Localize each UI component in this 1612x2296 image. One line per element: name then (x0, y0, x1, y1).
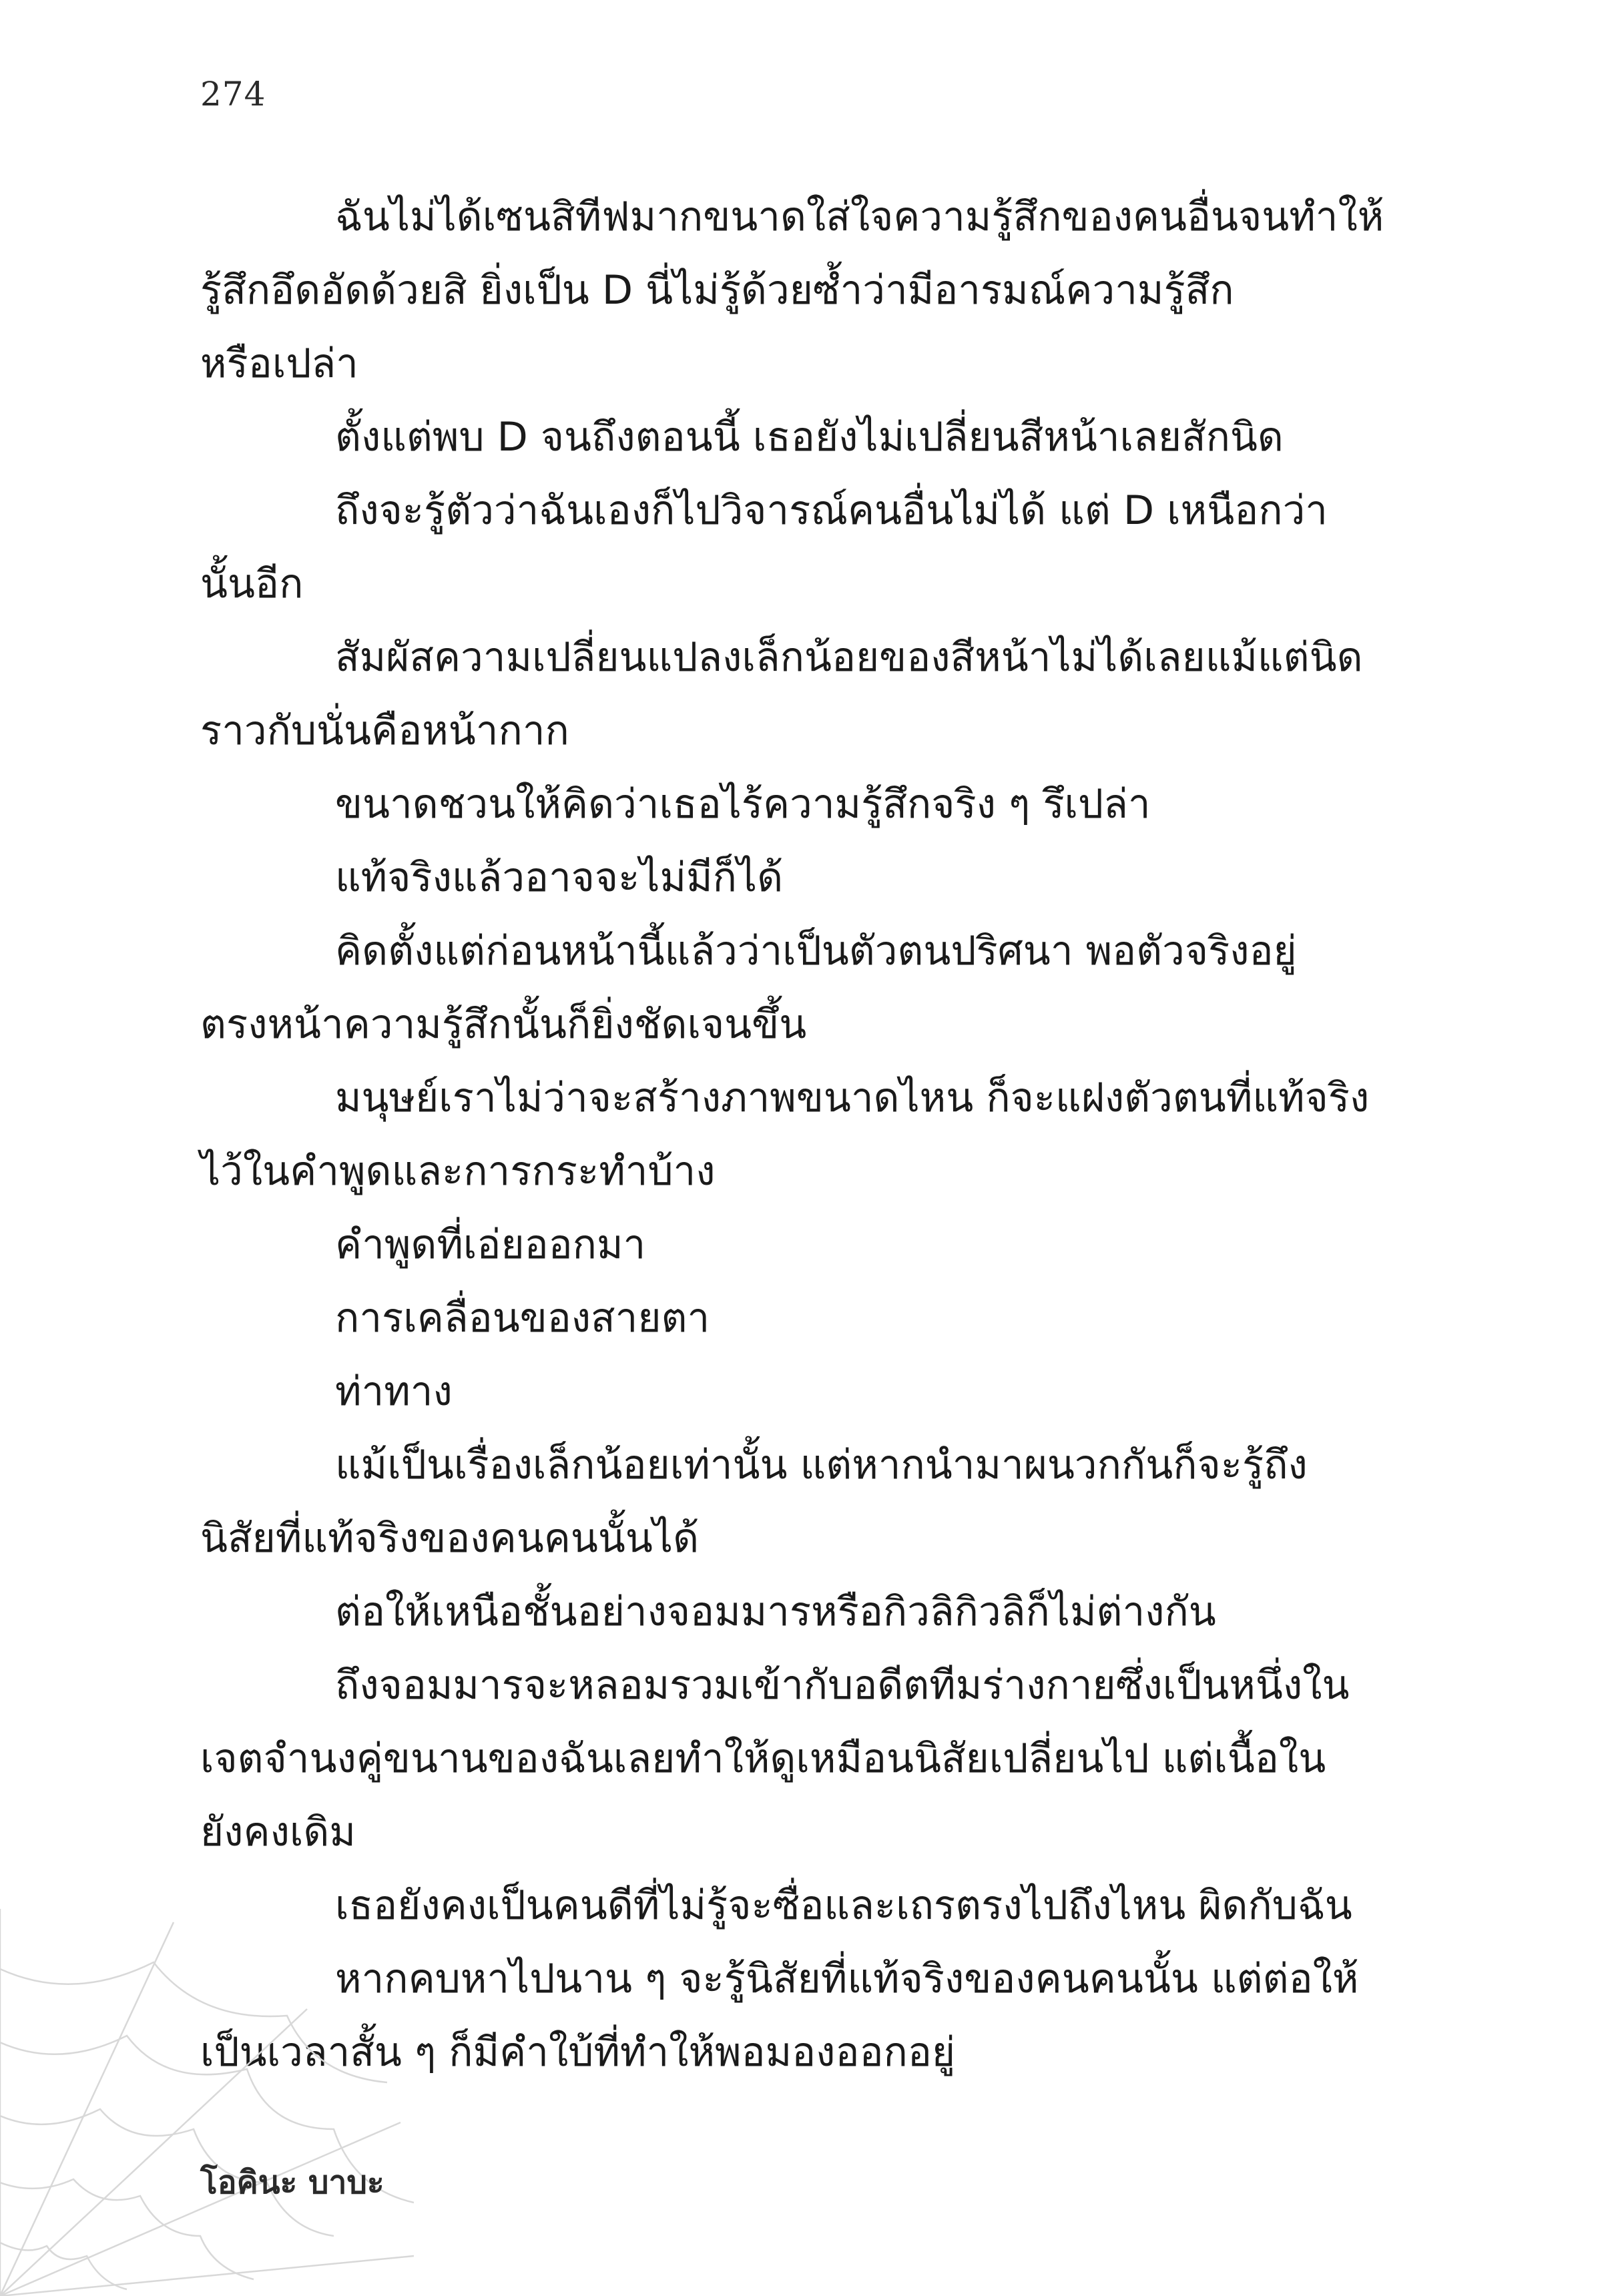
text-line: ราวกับนั่นคือหน้ากาก (200, 707, 569, 754)
text-line: นั้นอีก (200, 561, 304, 607)
text-line: สัมผัสความเปลี่ยนแปลงเล็กน้อยของสีหน้าไม่ได้เลยแม้แต่นิด (335, 634, 1363, 681)
text-line: เป็นเวลาสั้น ๆ ก็มีคำใบ้ที่ทำให้พอมองออกอยู่ (200, 2029, 956, 2076)
text-line: ท่าทาง (335, 1368, 453, 1415)
text-line: ตั้งแต่พบ D จนถึงตอนนี้ เธอยังไม่เปลี่ยนสีหน้าเลยสักนิด (335, 414, 1284, 461)
text-line: เจตจำนงคู่ขนานของฉันเลยทำให้ดูเหมือนนิสัยเปลี่ยนไป แต่เนื้อใน (200, 1735, 1326, 1782)
text-line: หรือเปล่า (200, 340, 358, 387)
text-line: นิสัยที่แท้จริงของคนคนนั้นได้ (200, 1515, 700, 1562)
text-line: หากคบหาไปนาน ๆ จะรู้นิสัยที่แท้จริงของคนคนนั้น แต่ต่อให้ (335, 1956, 1359, 2002)
page-number: 274 (200, 75, 266, 113)
text-line: มนุษย์เราไม่ว่าจะสร้างภาพขนาดไหน ก็จะแฝงตัวตนที่แท้จริง (335, 1075, 1370, 1121)
text-line: เธอยังคงเป็นคนดีที่ไม่รู้จะซื่อและเถรตรงไปถึงไหน ผิดกับฉัน (335, 1882, 1352, 1929)
text-line: ยังคงเดิม (200, 1809, 356, 1855)
text-line: คำพูดที่เอ่ยออกมา (335, 1221, 646, 1268)
text-line: ไว้ในคำพูดและการกระทำบ้าง (200, 1148, 716, 1195)
text-line: คิดตั้งแต่ก่อนหน้านี้แล้วว่าเป็นตัวตนปริศนา พอตัวจริงอยู่ (335, 928, 1297, 974)
text-line: ต่อให้เหนือชั้นอย่างจอมมารหรือกิวลิกิวลิก็ไม่ต่างกัน (335, 1589, 1216, 1635)
text-line: ฉันไม่ได้เซนสิทีฟมากขนาดใส่ใจความรู้สึกของคนอื่นจนทำให้ (335, 194, 1384, 240)
text-line: ถึงจอมมารจะหลอมรวมเข้ากับอดีตทีมร่างกายซึ่งเป็นหนึ่งใน (335, 1662, 1350, 1709)
text-line: รู้สึกอึดอัดด้วยสิ ยิ่งเป็น D นี่ไม่รู้ด้วยซ้ำว่ามีอารมณ์ความรู้สึก (200, 267, 1234, 314)
author-name: โอคินะ บาบะ (200, 2164, 384, 2201)
text-line: ตรงหน้าความรู้สึกนั้นก็ยิ่งชัดเจนขึ้น (200, 1001, 807, 1048)
text-line: แท้จริงแล้วอาจจะไม่มีก็ได้ (335, 854, 784, 901)
text-line: ขนาดชวนให้คิดว่าเธอไร้ความรู้สึกจริง ๆ รึเปล่า (335, 781, 1151, 828)
text-line: ถึงจะรู้ตัวว่าฉันเองก็ไปวิจารณ์คนอื่นไม่ได้ แต่ D เหนือกว่า (335, 487, 1328, 534)
text-line: การเคลื่อนของสายตา (335, 1295, 710, 1342)
text-line: แม้เป็นเรื่องเล็กน้อยเท่านั้น แต่หากนำมาผนวกกันก็จะรู้ถึง (335, 1442, 1308, 1488)
spider-web-decoration (0, 1882, 414, 2296)
